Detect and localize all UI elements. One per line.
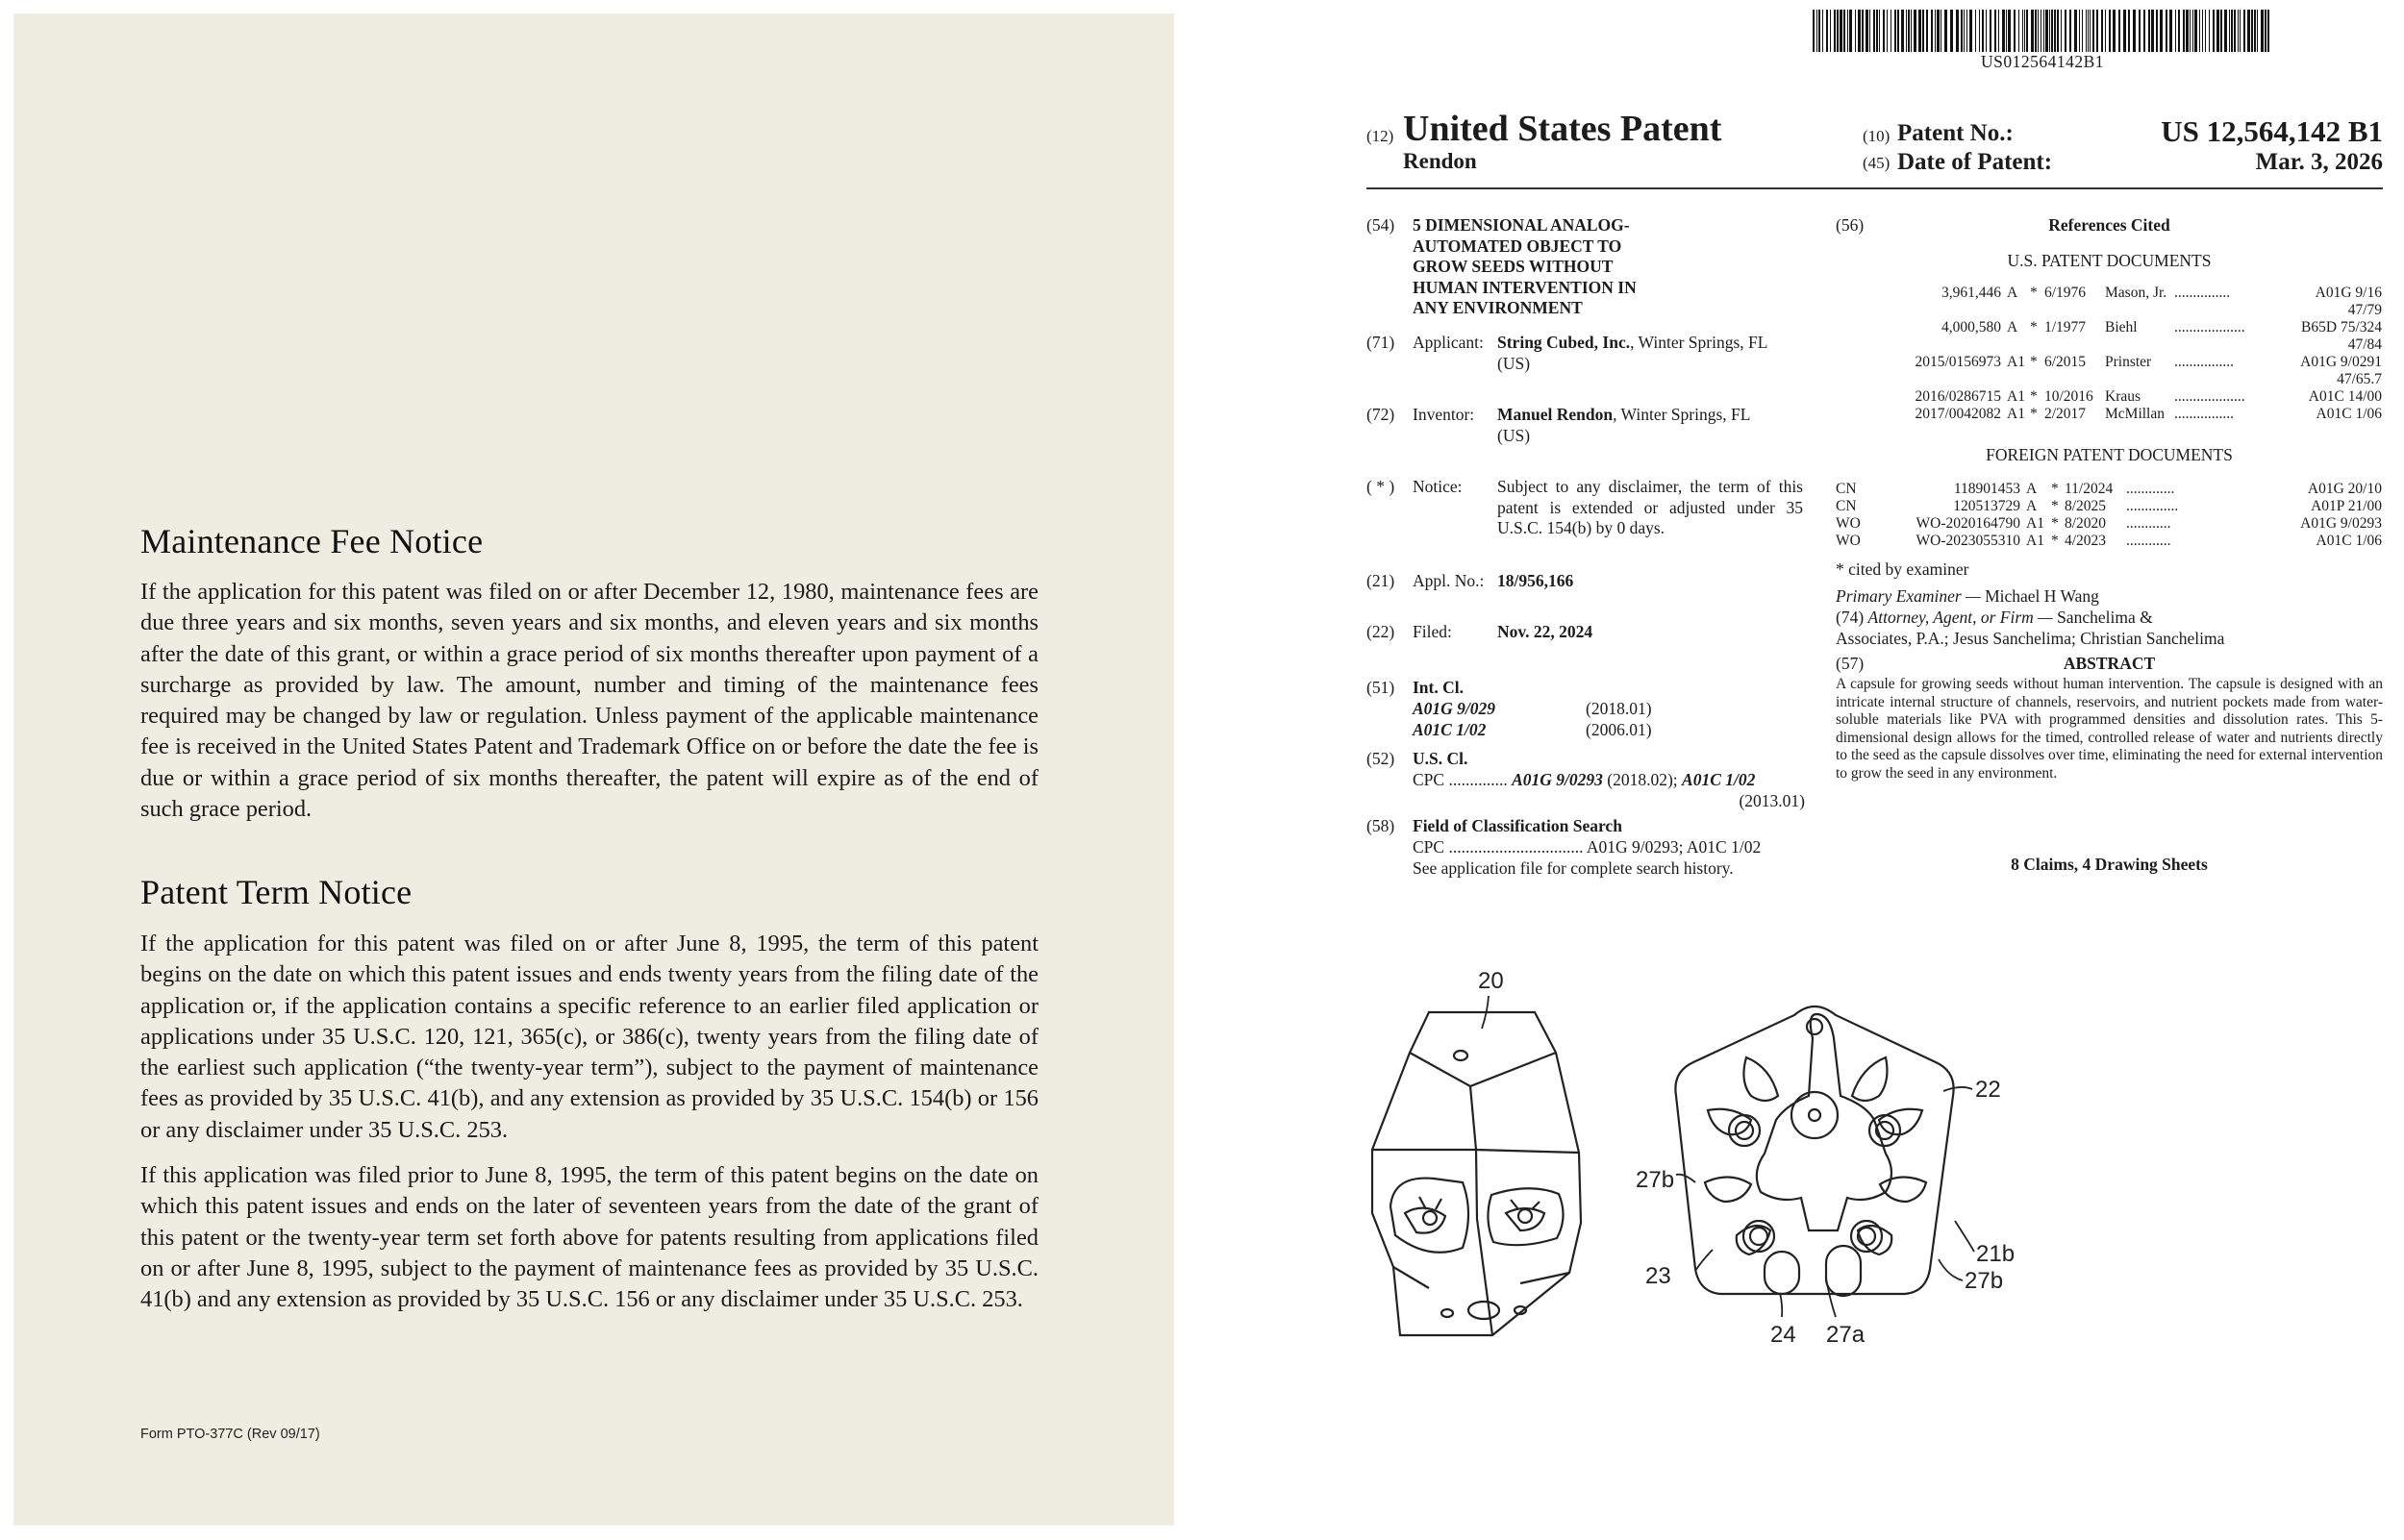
barcode-bar (2216, 10, 2219, 52)
primary-examiner-label: Primary Examiner — (1836, 586, 1981, 606)
attorney-line-2: Associates, P.A.; Jesus Sanchelima; Christian Sanchelima (1836, 628, 2225, 648)
us-ref-kind: A (2007, 285, 2018, 301)
field-21-number: (21) (1366, 571, 1395, 590)
barcode-bar (2267, 10, 2269, 52)
us-ref-cls: A01C 14/00 (2308, 388, 2382, 405)
barcode-bar (1876, 10, 1878, 52)
barcode-bar (2139, 10, 2141, 52)
applicant-location: , Winter Springs, FL (1630, 333, 1768, 352)
barcode-bar (1873, 10, 1875, 52)
barcode-bar (2088, 10, 2089, 52)
barcode-bar (1906, 10, 1907, 52)
barcode-bar (2043, 10, 2044, 52)
barcode-bar (2234, 10, 2236, 52)
field-71-number: (71) (1366, 333, 1395, 352)
barcode-bar (2156, 10, 2158, 52)
barcode-bar (2123, 10, 2126, 52)
us-cl-class-2: A01C 1/02 (1682, 770, 1756, 789)
foreign-ref-number: 118901453 (1953, 481, 2020, 497)
barcode-bar (2054, 10, 2056, 52)
patent-type-title: United States Patent (1403, 109, 1722, 149)
date-of-patent: Mar. 3, 2026 (2255, 149, 2383, 175)
int-cl-label: Int. Cl. (1413, 678, 1464, 697)
barcode-bar (2224, 10, 2227, 52)
barcode-bar (1837, 10, 1839, 52)
barcode-bar (2148, 10, 2150, 52)
us-ref-number: 4,000,580 (1941, 319, 2001, 335)
barcode-bar (2209, 10, 2210, 52)
field-56-number: (56) (1836, 215, 1865, 235)
barcode-bar (1979, 10, 1980, 52)
primary-examiner-name: Michael H Wang (1980, 586, 2099, 606)
barcode-bar (1855, 10, 1856, 52)
barcode-bar (2092, 10, 2094, 52)
filed-date: Nov. 22, 2024 (1497, 622, 1593, 641)
field-of-search-note: See application file for complete search history. (1413, 858, 1734, 878)
attorney (1836, 608, 2383, 649)
patent-term-paragraph-1: If the application for this patent was filed on or after June 8, 1995, the term of this patent begins on the date on which this patent issues and ends twenty years from the filing date of the application or, if the application contains a specific reference to an earlier filed application or applications under 35 U.S.C. 120, 121, 365(c), or 386(c), twenty years from the filing date of the earliest such application (“the twenty-year term”), subject to the payment of maintenance fees as provided by 35 U.S.C. 41(b), and any extension as provided by 35 U.S.C. 154(b) or 156 or any disclaimer under 35 U.S.C. 253. (140, 931, 1039, 1143)
barcode-bar (2265, 10, 2266, 52)
barcode-bar (2051, 10, 2053, 52)
field-51-number: (51) (1366, 678, 1395, 697)
barcode-bar (2254, 10, 2256, 52)
barcode-bar (2086, 10, 2087, 52)
barcode-bar (1914, 10, 1916, 52)
label-24: 24 (1770, 1322, 1796, 1348)
primary-examiner (1836, 586, 2099, 608)
barcode-bar (1986, 10, 1987, 52)
us-ref-kind: A1 (2007, 388, 2025, 405)
us-ref-name: Mason, Jr. (2105, 285, 2167, 301)
maintenance-fee-text: If the application for this patent was filed on or after December 12, 1980, maintenance fees are due three years and six months, seven years and six months, and eleven years and six months after the date of this grant, or within a grace period of six months thereafter upon payment of a surcharge as provided by law. The amount, number and timing of the maintenance fees required may be changed by law or regulation. Unless payment of the applicable maintenance fee is received in the United States Patent and Trademark Office on or before the date the fee is due or within a grace period of six months thereafter, the patent will expire as of the end of such grace period. (140, 579, 1039, 823)
foreign-ref-cls: A01C 1/06 (2316, 533, 2382, 549)
us-ref-kind: A (2007, 319, 2018, 335)
label-27b-right: 27b (1965, 1268, 2004, 1294)
barcode-bar (1834, 10, 1836, 52)
barcode-bar (1931, 10, 1933, 52)
abstract-text: A capsule for growing seeds without human intervention. The capsule is designed with an intricate internal structure of channels, reservoirs, and nutrient pockets made from water-soluble materials like PVA with programmed densities and dissolution rates. This 5-dimensional design allows for the timed, controlled release of water and nutrients directly to the seed as the capsule dissolves over time, eliminating the need for external intervention to grow the seed in any environment. (1836, 676, 2383, 782)
maintenance-notice-page (13, 13, 1174, 1526)
foreign-ref-country: CN (1836, 481, 1857, 497)
barcode-bar (1830, 10, 1831, 52)
code-12: (12) (1366, 127, 1394, 145)
barcode-bar (1822, 10, 1823, 52)
foreign-ref-country: CN (1836, 498, 1857, 514)
us-ref-number: 2017/0042082 (1915, 406, 2001, 422)
foreign-ref-star: * (2051, 498, 2059, 514)
barcode-bar (1901, 10, 1904, 52)
us-ref-number: 3,961,446 (1941, 285, 2001, 301)
foreign-ref-date: 8/2025 (2065, 498, 2107, 514)
foreign-ref-kind: A (2026, 481, 2038, 497)
foreign-ref-number: 120513729 (1953, 498, 2020, 514)
code-10: (10) (1863, 127, 1891, 145)
us-cl-class-1: A01G 9/0293 (1512, 770, 1603, 789)
field-58-number: (58) (1366, 816, 1395, 835)
us-cl-cpc-prefix: CPC .............. (1413, 770, 1508, 789)
barcode-bar (2133, 10, 2136, 52)
barcode-image (1813, 10, 2272, 52)
barcode-bar (2031, 10, 2034, 52)
barcode-bar (1908, 10, 1910, 52)
barcode-bar (2061, 10, 2062, 52)
barcode-bar (2065, 10, 2066, 52)
barcode-bar (2096, 10, 2098, 52)
field-22-number: (22) (1366, 622, 1395, 641)
applicant-label: Applicant: (1413, 333, 1484, 352)
barcode-bar (2199, 10, 2200, 52)
barcode-bar (1918, 10, 1921, 52)
field-72-number: (72) (1366, 405, 1395, 424)
capsule-interior-figure (1675, 1006, 1974, 1317)
us-ref-name: Prinster (2105, 354, 2152, 370)
barcode-bar (2166, 10, 2167, 52)
foreign-ref-star: * (2051, 481, 2059, 497)
references-cited-title: References Cited (2048, 215, 2170, 235)
field-54-number: (54) (1366, 215, 1395, 235)
barcode-bar (2202, 10, 2203, 52)
barcode-bar (1998, 10, 1999, 52)
us-ref-date: 10/2016 (2044, 388, 2093, 405)
barcode-bar (2220, 10, 2222, 52)
barcode-bar (2026, 10, 2028, 52)
int-cl-year-2: (2006.01) (1586, 720, 1652, 739)
foreign-ref-star: * (2051, 533, 2059, 549)
patent-number-label: Patent No.: (1897, 120, 2014, 146)
attorney-line-1: Sanchelima & (2052, 608, 2153, 627)
us-ref-star: * (2030, 319, 2038, 335)
appl-no-label: Appl. No.: (1413, 571, 1485, 590)
barcode-bar (2014, 10, 2016, 52)
us-patent-documents-heading: U.S. PATENT DOCUMENTS (2007, 251, 2212, 270)
barcode-bar (2008, 10, 2011, 52)
foreign-ref-country: WO (1836, 533, 1861, 549)
barcode-bar (1961, 10, 1963, 52)
foreign-ref-dots: ............ (2126, 533, 2171, 549)
applicant-country: (US) (1497, 353, 1531, 373)
barcode-bar (2024, 10, 2025, 52)
patent-term-heading: Patent Term Notice (140, 873, 413, 911)
us-ref-cls-secondary: 47/79 (2347, 302, 2382, 318)
barcode-bar (1866, 10, 1868, 52)
inventor-label: Inventor: (1413, 405, 1475, 424)
barcode-bar (2261, 10, 2264, 52)
barcode-bar (2002, 10, 2005, 52)
notice-label: Notice: (1413, 477, 1463, 496)
field-57-number: (57) (1836, 654, 1865, 673)
barcode-bar (2113, 10, 2116, 52)
code-45: (45) (1863, 154, 1891, 172)
inventor-name: Manuel Rendon (1497, 405, 1614, 424)
barcode-bar (1826, 10, 1828, 52)
us-ref-star: * (2030, 285, 2038, 301)
us-ref-date: 6/1976 (2044, 285, 2087, 301)
us-ref-star: * (2030, 388, 2038, 405)
us-ref-name: Kraus (2105, 388, 2141, 405)
label-27b-left: 27b (1636, 1167, 1675, 1193)
us-ref-cls: A01G 9/16 (2315, 285, 2382, 301)
barcode-bar (2082, 10, 2083, 52)
us-ref-date: 1/1977 (2044, 319, 2087, 335)
attorney-label: Attorney, Agent, or Firm — (1867, 608, 2053, 627)
barcode-bar (1883, 10, 1885, 52)
barcode-bar (1982, 10, 1984, 52)
barcode-bar (2006, 10, 2007, 52)
label-21b: 21b (1976, 1241, 2016, 1267)
us-ref-dots: ............... (2174, 285, 2231, 301)
claims-and-sheets: 8 Claims, 4 Drawing Sheets (2011, 855, 2208, 874)
us-ref-star: * (2030, 406, 2038, 422)
us-ref-date: 6/2015 (2044, 354, 2087, 370)
foreign-ref-kind: A1 (2026, 515, 2044, 532)
barcode-bar (1926, 10, 1928, 52)
patent-number: US 12,564,142 B1 (2161, 114, 2383, 148)
notice-marker: ( * ) (1366, 477, 1395, 496)
barcode-bar (2143, 10, 2145, 52)
barcode-bar (2022, 10, 2023, 52)
barcode-bar (1990, 10, 1991, 52)
barcode-bar (2178, 10, 2180, 52)
barcode-bar (1879, 10, 1880, 52)
barcode-bar (1975, 10, 1976, 52)
inventor-country: (US) (1497, 425, 1531, 445)
barcode-bar (1911, 10, 1912, 52)
us-ref-dots: ................... (2174, 319, 2245, 335)
us-ref-cls-secondary: 47/65.7 (2337, 371, 2382, 387)
header-divider (1366, 187, 2383, 189)
inventor-surname: Rendon (1403, 149, 1477, 173)
barcode-bar (1969, 10, 1972, 52)
barcode-bar (2192, 10, 2193, 52)
us-ref-number: 2016/0286715 (1915, 388, 2001, 405)
form-identifier: Form PTO-377C (Rev 09/17) (140, 1427, 320, 1442)
barcode-bar (1897, 10, 1899, 52)
barcode-bar (2018, 10, 2019, 52)
barcode-bar (2190, 10, 2191, 52)
filed-label: Filed: (1413, 622, 1452, 641)
barcode-bar (2109, 10, 2111, 52)
barcode-bar (2247, 10, 2250, 52)
patent-drawings (1366, 961, 2404, 1538)
label-22: 22 (1975, 1077, 2001, 1103)
label-23: 23 (1645, 1263, 1671, 1289)
foreign-ref-number: WO-2023055310 (1916, 533, 2020, 549)
barcode-bar (1887, 10, 1888, 52)
foreign-ref-dots: ............. (2126, 481, 2175, 497)
label-27a: 27a (1826, 1322, 1866, 1348)
barcode-bar (2105, 10, 2106, 52)
barcode-bar (1849, 10, 1852, 52)
date-of-patent-label: Date of Patent: (1897, 149, 2053, 175)
appl-no: 18/956,166 (1497, 571, 1574, 590)
foreign-patent-documents-heading: FOREIGN PATENT DOCUMENTS (1986, 445, 2233, 464)
us-cl-year-1: (2018.02); (1602, 770, 1683, 789)
patent-front-page (1174, 0, 2404, 1540)
barcode-bar (2069, 10, 2071, 52)
int-cl-class-2: A01C 1/02 (1413, 720, 1487, 739)
attorney-number: (74) (1836, 608, 1865, 627)
barcode-bar (1950, 10, 1953, 52)
barcode-bar (2038, 10, 2039, 52)
us-ref-star: * (2030, 354, 2038, 370)
us-cl-cpc (1413, 770, 1803, 791)
barcode-bar (2194, 10, 2197, 52)
barcode-bar (1922, 10, 1924, 52)
us-ref-name: McMillan (2105, 406, 2165, 422)
barcode-bar (2186, 10, 2189, 52)
barcode-bar (2057, 10, 2059, 52)
us-ref-dots: ................... (2174, 388, 2245, 405)
foreign-ref-kind: A (2026, 498, 2038, 514)
us-cl-year-2: (2013.01) (1739, 791, 1805, 810)
foreign-ref-cls: A01G 20/10 (2307, 481, 2382, 497)
barcode-bar (2251, 10, 2253, 52)
barcode-bar (2213, 10, 2215, 52)
us-ref-cls: A01C 1/06 (2316, 406, 2382, 422)
foreign-ref-kind: A1 (2026, 533, 2044, 549)
foreign-ref-cls: A01G 9/0293 (2300, 515, 2382, 532)
us-ref-dots: ................ (2174, 406, 2234, 422)
barcode-bar (2175, 10, 2176, 52)
applicant-name: String Cubed, Inc. (1497, 333, 1631, 352)
maintenance-fee-heading: Maintenance Fee Notice (140, 522, 484, 560)
foreign-ref-dots: ............ (2126, 515, 2171, 532)
foreign-ref-number: WO-2020164790 (1916, 515, 2020, 532)
barcode-bar (1818, 10, 1820, 52)
field-52-number: (52) (1366, 749, 1395, 768)
capsule-exterior-figure (1372, 996, 1581, 1335)
foreign-ref-date: 8/2020 (2065, 515, 2107, 532)
us-ref-cls: B65D 75/324 (2301, 319, 2382, 335)
us-ref-dots: ................ (2174, 354, 2234, 370)
foreign-ref-cls: A01P 21/00 (2311, 498, 2382, 514)
barcode-bar (1966, 10, 1967, 52)
barcode-bar (2229, 10, 2230, 52)
barcode-bar (1858, 10, 1861, 52)
barcode-bar (1994, 10, 1996, 52)
patent-term-paragraph-2: If this application was filed prior to June 8, 1995, the term of this patent begins on the date on which this patent issues and ends on the later of seventeen years from the date of the grant of this patent or the twenty-year term set forth above for patents resulting from applications filed on or after June 8, 1995, subject to the payment of maintenance fees as provided by 35 U.S.C. 41(b) and any extension as provided by 35 U.S.C. 156 or any disclaimer under 35 U.S.C. 253. (140, 1162, 1039, 1313)
barcode-bar (1964, 10, 1965, 52)
barcode-bar (2079, 10, 2080, 52)
barcode-bar (2128, 10, 2130, 52)
us-ref-cls: A01G 9/0291 (2300, 354, 2382, 370)
barcode-bar (1862, 10, 1864, 52)
abstract-title: ABSTRACT (2063, 654, 2156, 673)
label-20: 20 (1478, 968, 1504, 994)
barcode-bar (2243, 10, 2245, 52)
int-cl-year-1: (2018.01) (1586, 699, 1652, 718)
us-ref-cls-secondary: 47/84 (2347, 336, 2382, 353)
us-cl-label: U.S. Cl. (1413, 749, 1468, 768)
foreign-ref-date: 4/2023 (2065, 533, 2107, 549)
inventor-location: , Winter Springs, FL (1613, 405, 1751, 424)
barcode-bar (1937, 10, 1940, 52)
barcode-bar (1843, 10, 1845, 52)
us-ref-kind: A1 (2007, 354, 2025, 370)
barcode-bar (1894, 10, 1896, 52)
cited-by-examiner: * cited by examiner (1836, 559, 1969, 579)
barcode-bar (2160, 10, 2163, 52)
barcode-bar (2118, 10, 2120, 52)
barcode-bar (1840, 10, 1842, 52)
barcode-bar (1816, 10, 1817, 52)
int-cl-class-1: A01G 9/029 (1413, 699, 1496, 718)
barcode-bar (1847, 10, 1848, 52)
us-ref-kind: A1 (2007, 406, 2025, 422)
field-of-search-label: Field of Classification Search (1413, 816, 1622, 835)
barcode-bar (2151, 10, 2154, 52)
barcode-bar (2231, 10, 2233, 52)
us-ref-date: 2/2017 (2044, 406, 2087, 422)
barcode-bar (1813, 10, 1815, 52)
barcode-bar (2045, 10, 2048, 52)
barcode-bar (1956, 10, 1959, 52)
barcode-bar (2183, 10, 2185, 52)
notice-text: Subject to any disclaimer, the term of this patent is extended or adjusted under 35 U.S.C. 154(b) by 0 days. (1497, 477, 1803, 537)
barcode-number: US012564142B1 (1980, 52, 2105, 71)
barcode-bar (2205, 10, 2206, 52)
us-ref-name: Biehl (2105, 319, 2138, 335)
barcode-bar (2090, 10, 2091, 52)
inventor (1497, 405, 1824, 446)
barcode-bar (1935, 10, 1936, 52)
foreign-ref-dots: .............. (2126, 498, 2179, 514)
barcode-bar (2169, 10, 2172, 52)
applicant (1497, 333, 1824, 374)
barcode-bar (2101, 10, 2103, 52)
foreign-ref-date: 11/2024 (2065, 481, 2114, 497)
invention-title: 5 DIMENSIONAL ANALOG-AUTOMATED OBJECT TO GROW SEEDS WITHOUT HUMAN INTERVENTION IN ANY ENVIRONMENT (1413, 215, 1637, 317)
barcode-bar (2074, 10, 2077, 52)
barcode-bar (1869, 10, 1870, 52)
foreign-ref-star: * (2051, 515, 2059, 532)
barcode-bar (2257, 10, 2258, 52)
barcode-bar (2035, 10, 2037, 52)
us-ref-number: 2015/0156973 (1915, 354, 2001, 370)
barcode-bar (2238, 10, 2239, 52)
barcode-bar (2049, 10, 2050, 52)
field-of-search-cpc: CPC ................................ A01G 9/0293; A01C 1/02 (1413, 837, 1762, 857)
barcode-bar (1944, 10, 1947, 52)
barcode-bar (2240, 10, 2241, 52)
foreign-ref-country: WO (1836, 515, 1861, 532)
